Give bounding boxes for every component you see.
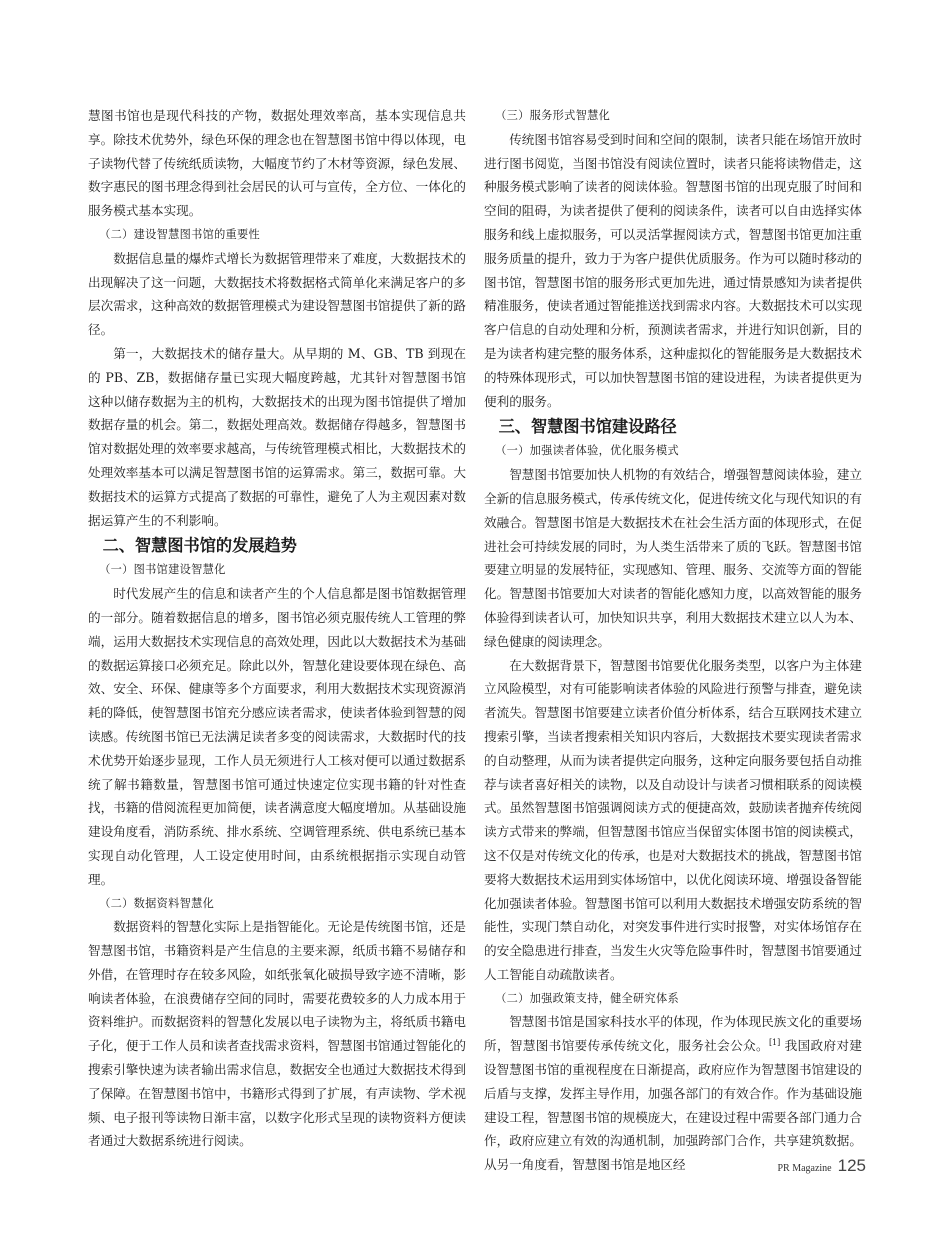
- subsection-heading: （一）图书馆建设智慧化: [99, 563, 226, 577]
- page-number: 125: [837, 1156, 866, 1175]
- paragraph: 时代发展产生的信息和读者产生的个人信息都是图书馆数据管理的一部分。随着数据信息的增多，图书馆必须克服传统人工管理的弊端，运用大数据技术实现信息的高效处理，因此以大数据技术为基础的数据运算接口必须充足。除此以外，智慧化建设要体现在绿色、高效、安全、环保、健康等多个方面要求，利用大数据技术实现资源消耗的降低，使智慧图书馆充分感应读者需求，使读者体验到智慧的阅读感。传统图书馆已无法满足读者多变的阅读需求，大数据时代的技术优势开始逐步显现，工作人员无须进行人工核对便可以通过数据系统了解书籍数量，智慧图书馆可通过快速定位实现书籍的针对性查找，书籍的借阅流程更加简便，读者满意度大幅度增加。从基础设施建设角度看，消防系统、排水系统、空调管理系统、供电系统已基本实现自动化管理，人工设定使用时间，由系统根据指示实现自动管理。: [88, 586, 466, 887]
- subsection-heading: （二）建设智慧图书馆的重要性: [99, 227, 261, 241]
- paragraph: 慧图书馆也是现代科技的产物，数据处理效率高，基本实现信息共享。除技术优势外，绿色环保的理念也在智慧图书馆中得以体现，电子读物代替了传统纸质读物，大幅度节约了木材等资源，绿色发展、数字惠民的图书理念得到社会居民的认可与宣传，全方位、一体化的服务模式基本实现。: [88, 108, 466, 219]
- paragraph: 传统图书馆容易受到时间和空间的限制，读者只能在场馆开放时进行图书阅览，当图书馆没有阅读位置时，读者只能将读物借走，这种服务模式影响了读者的阅读体验。智慧图书馆的出现克服了时间和空间的阻碍，为读者提供了便利的阅读条件，读者可以自由选择实体服务和线上虚拟服务，可以灵活掌握阅读方式，智慧图书馆更加注重服务质量的提升，致力于为客户提供优质服务。作为可以随时移动的图书馆，智慧图书馆的服务形式更加先进，通过情景感知为读者提供精准服务，使读者通过智能推送找到需求内容。大数据技术可以实现客户信息的自动处理和分析，预测读者需求，并进行知识创新，目的是为读者构建完整的服务体系，这种虚拟化的智能服务是大数据技术的特殊体现形式，可以加快智慧图书馆的建设进程，为读者提供更为便利的服务。: [484, 131, 862, 409]
- magazine-name: PR Magazine: [777, 1163, 832, 1174]
- citation-ref: [1]: [768, 1038, 781, 1048]
- section-heading: 二、智慧图书馆的发展趋势: [102, 536, 297, 556]
- right-column: [484, 104, 862, 1177]
- paragraph: 第一，大数据技术的储存量大。从早期的 M、GB、TB 到现在的 PB、ZB，数据储存量已实现大幅度跨越，尤其针对智慧图书馆这种以储存数据为主的机构，大数据技术的出现为图书馆提供了增加数据存量的机会。第二，数据处理高效。数据储存得越多，智慧图书馆对数据处理的效率要求越高，与传统管理模式相比，大数据技术的处理效率基本可以满足智慧图书馆的运算需求。第三，数据可靠。大数据技术的运算方式提高了数据的可靠性，避免了人为主观因素对数据运算产生的不利影响。: [88, 345, 466, 528]
- paragraph-text: 智慧图书馆是国家科技水平的体现，作为体现民族文化的重要场所，智慧图书馆要传承传统文化，服务社会公众。: [484, 1014, 862, 1054]
- paragraph: [484, 1010, 862, 1177]
- subsection-heading: （二）数据资料智慧化: [99, 896, 215, 910]
- subsection-heading: （二）加强政策支持，健全研究体系: [495, 991, 679, 1005]
- paragraph: 智慧图书馆要加快人机物的有效结合，增强智慧阅读体验，建立全新的信息服务模式，传承传统文化，促进传统文化与现代知识的有效融合。智慧图书馆是大数据技术在社会生活方面的体现形式，在促进社会可持续发展的同时，为人类生活带来了质的飞跃。智慧图书馆要建立明显的发展特征，实现感知、管理、服务、交流等方面的智能化。智慧图书馆要加大对读者的智能化感知力度，以高效智能的服务体验得到读者认可，加快知识共享，利用大数据技术建立以人为本、绿色健康的阅读理念。: [484, 467, 862, 649]
- subsection-heading: （三）服务形式智慧化: [495, 109, 611, 122]
- paragraph-text: 我国政府对建设智慧图书馆的重视程度在日渐提高，政府应作为智慧图书馆建设的后盾与支撑，发挥主导作用，加强各部门的有效合作。作为基础设施建设工程，智慧图书馆的规模庞大，在建设过程中需要各部门通力合作，政府应建立有效的沟通机制，加强跨部门合作，共享建筑数据。从另一角度看，智慧图书馆是地区经: [484, 1038, 862, 1173]
- page-footer: [777, 1156, 866, 1176]
- subsection-heading: （一）加强读者体验，优化服务模式: [495, 444, 679, 458]
- paragraph: 数据信息量的爆炸式增长为数据管理带来了难度，大数据技术的出现解决了这一问题，大数据技术将数据格式简单化来满足客户的多层次需求，这种高效的数据管理模式为建设智慧图书馆提供了新的路径。: [88, 250, 466, 338]
- left-column: [88, 104, 466, 1153]
- paragraph: 在大数据背景下，智慧图书馆要优化服务类型，以客户为主体建立风险模型，对有可能影响读者体验的风险进行预警与排查，避免读者流失。智慧图书馆要建立读者价值分析体系，结合互联网技术建立搜索引擎，当读者搜索相关知识内容后，大数据技术要实现读者需求的自动整理，从而为读者提供定向服务，这种定向服务要包括自动推荐与读者喜好相关的读物，以及自动设计与读者习惯相联系的阅读模式。虽然智慧图书馆强调阅读方式的便捷高效，鼓励读者抛弃传统阅读方式带来的弊端，但智慧图书馆应当保留实体图书馆的阅读模式，这不仅是对传统文化的传承，也是对大数据技术的挑战，智慧图书馆要将大数据技术运用到实体场馆中，以优化阅读环境、增强设备智能化加强读者体验。智慧图书馆可以利用大数据技术增强安防系统的智能性，实现门禁自动化，对突发事件进行实时报警，对实体场馆存在的安全隐患进行排查，当发生火灾等危险事件时，智慧图书馆要通过人工智能自动疏散读者。: [484, 657, 862, 982]
- paragraph: 数据资料的智慧化实际上是指智能化。无论是传统图书馆，还是智慧图书馆，书籍资料是产生信息的主要来源，纸质书籍不易储存和外借，在管理时存在较多风险，如纸张氧化破损导致字迹不清晰，影响读者体验，在浪费储存空间的同时，需要花费较多的人力成本用于资料维护。而数据资料的智慧化发展以电子读物为主，将纸质书籍电子化，便于工作人员和读者查找需求资料，智慧图书馆通过智能化的搜索引擎快速为读者输出需求信息，数据安全也通过大数据技术得到了保障。在智慧图书馆中，书籍形式得到了扩展，有声读物、学术视频、电子报刊等读物日渐丰富，以数字化形式呈现的读物资料方便读者通过大数据系统进行阅读。: [88, 919, 466, 1149]
- section-heading: 三、智慧图书馆建设路径: [498, 417, 677, 437]
